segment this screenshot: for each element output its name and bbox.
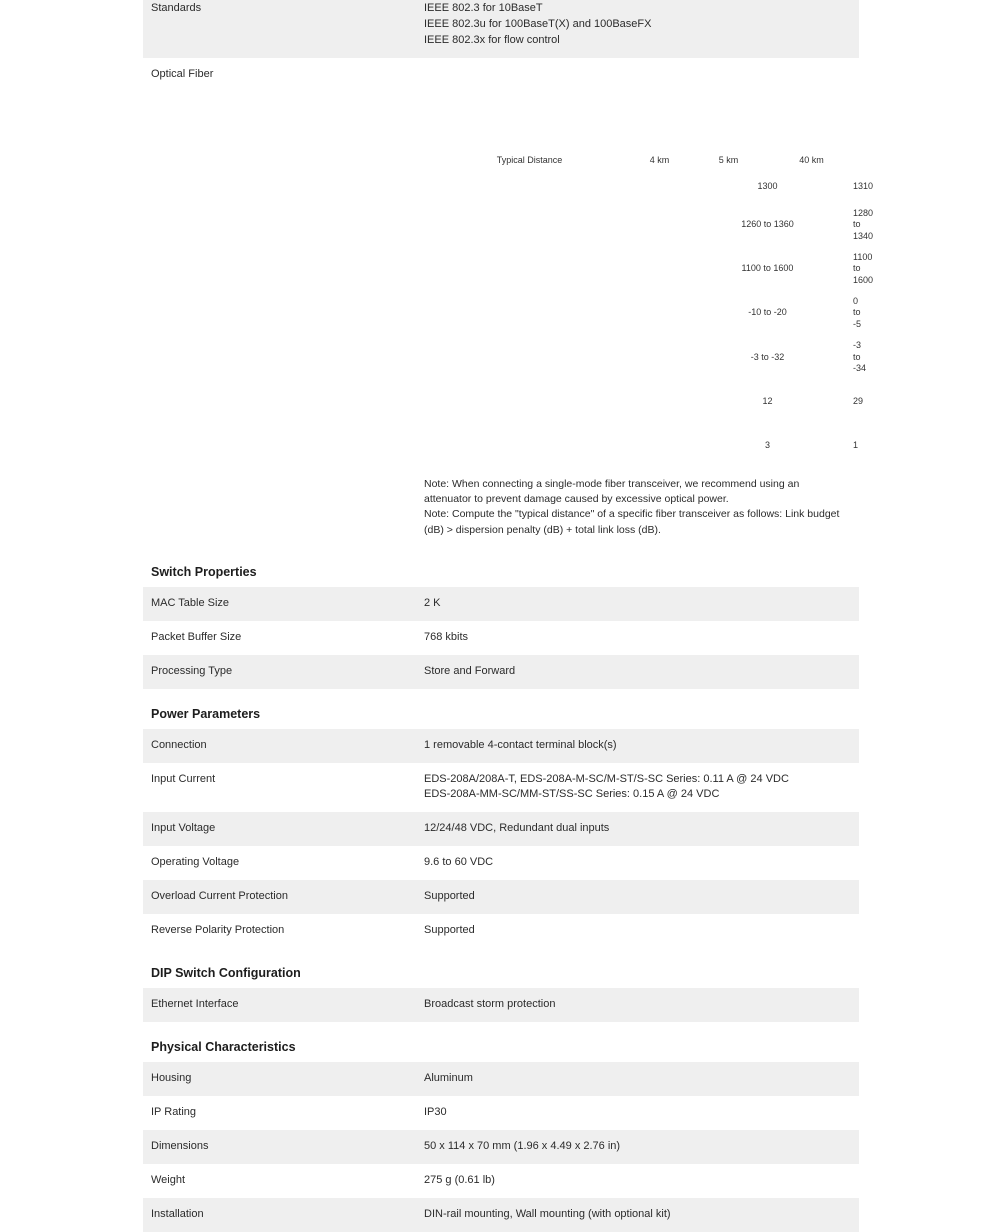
row-value: 1 removable 4-contact terminal block(s) [416,729,859,763]
optical-power-multi-value: -10 to -20 [685,291,851,335]
optical-power-multi-value: 12 [685,379,851,423]
table-row [143,880,859,914]
row-value: IP30 [416,1096,859,1130]
row-label: Input Current [143,763,416,813]
row-value: EDS-208A/208A-T, EDS-208A-M-SC/M-ST/S-SC Series: 0.11 A @ 24 VDC EDS-208A-MM-SC/MM-ST/SS-SC Series: 0.15 A @ 24 VDC [416,763,859,813]
table-row [143,846,859,880]
optical-power-multi-value: 3 [685,423,851,467]
row-value: 2 K [416,587,859,621]
optical-power-row-name: Link Budget (dB) [635,379,685,423]
table-row [143,655,859,689]
row-value: Supported [416,914,859,948]
optical-power-row-name: Dispersion Penalty (dB) [635,423,685,467]
table-row [143,1198,859,1232]
typical-distance-5012: 5 km [685,150,773,171]
wavelength-multi-value: 1300 [685,171,851,203]
row-value: IEEE 802.3 for 10BaseT IEEE 802.3u for 100BaseT(X) and 100BaseFX IEEE 802.3x for flow control [416,0,859,58]
optical-power-label: Optical Power [425,291,635,467]
section-header-switch-properties [143,547,859,587]
row-value: 12/24/48 VDC, Redundant dual inputs [416,812,859,846]
row-label: MAC Table Size [143,587,416,621]
row-value [416,58,874,547]
wavelength-row-tx: TX Range (nm) 1260 to 1360 1280 to 1340 [425,203,851,247]
fiber-note-attenuator: Note: When connecting a single-mode fiber transceiver, we recommend using an attenuator to prevent damage caused by excessive optical power. [424,478,800,506]
row-label: Reverse Polarity Protection [143,914,416,948]
typical-distance-label: Typical Distance [425,150,635,171]
optical-power-row-tx: Optical Power TX Range (dBm) -10 to -20 0 to -5 [425,291,851,335]
section-title: Switch Properties [151,564,257,579]
fiber-cable-row-a [425,109,851,130]
section-header-dip-switch-configuration [143,948,859,988]
fiber-typical-distance-row [425,150,851,171]
row-value: 9.6 to 60 VDC [416,846,859,880]
wavelength-row-name: TX Range (nm) [635,203,685,247]
table-row [143,1130,859,1164]
fiber-mode-multi: Multi-Mode [635,88,773,109]
row-label: Processing Type [143,655,416,689]
table-row [143,914,859,948]
fiber-note-distance: Note: Compute the "typical distance" of a specific fiber transceiver as follows: Link budget (dB) > dispersion penalty (dB) + total link loss (dB). [424,508,840,536]
row-label: Weight [143,1164,416,1198]
row-value: Store and Forward [416,655,859,689]
table-row [143,763,859,813]
row-value: Aluminum [416,1062,859,1096]
fiber-cable-g652: G.652 [773,109,851,150]
section-title: Physical Characteristics [151,1040,296,1054]
section-header-power-parameters [143,689,859,729]
table-row [143,729,859,763]
table-row [143,587,859,621]
row-label: Dimensions [143,1130,416,1164]
row-value: DIN-rail mounting, Wall mounting (with optional kit) [416,1198,859,1232]
table-row [143,1062,859,1096]
optical-power-row-dispersion: Dispersion Penalty (dB) 3 1 [425,423,851,467]
row-label: Ethernet Interface [143,988,416,1022]
table-row [143,621,859,655]
table-row [143,988,859,1022]
wavelength-row-rx: RX Range (nm) 1100 to 1600 1100 to 1600 [425,247,851,291]
typical-distance-g652: 40 km [773,150,851,171]
row-label: Operating Voltage [143,846,416,880]
row-value: 275 g (0.61 lb) [416,1164,859,1198]
fiber-mode-single: Single-Mode [773,88,851,109]
row-value: Supported [416,880,859,914]
optical-power-row-rx: RX Range (dBm) -3 to -32 -3 to -34 [425,335,851,379]
table-row [143,1096,859,1130]
row-value: 50 x 114 x 70 mm (1.96 x 4.49 x 2.76 in) [416,1130,859,1164]
fiber-cable-type-label: Fiber Cable Type [425,109,635,150]
row-label: Connection [143,729,416,763]
wavelength-row-name: Typical (nm) [635,171,685,203]
optical-power-row-budget: Link Budget (dB) 12 29 [425,379,851,423]
fiber-standard: 100BaseFX [635,67,851,88]
typical-distance-om1: 4 km [635,150,685,171]
fiber-header-row [425,67,851,88]
row-label: Overload Current Protection [143,880,416,914]
fiber-cable-om1: OM1 [635,109,685,150]
section-title: Power Parameters [151,706,261,721]
table-row [143,0,859,58]
wavelength-row-name: RX Range (nm) [635,247,685,291]
fiber-cable-bandwidth: 800 MHz x km [685,129,773,150]
wavelength-multi-value: 1100 to 1600 [685,247,851,291]
table-row [143,1164,859,1198]
wavelength-row-typical: Wavelength Typical (nm) 1300 1310 [425,171,851,203]
table-row [143,812,859,846]
wavelength-label: Wavelength [425,171,635,292]
section-header-physical-characteristics [143,1022,859,1062]
optical-fiber-block [424,67,874,538]
section-title: DIP Switch Configuration [151,966,301,981]
row-label: Input Voltage [143,812,416,846]
fiber-corner-blank [425,67,635,108]
wavelength-multi-value: 1260 to 1360 [685,203,851,247]
row-label: Housing [143,1062,416,1096]
row-label: IP Rating [143,1096,416,1130]
row-label: Packet Buffer Size [143,621,416,655]
optical-fiber-table [424,67,874,468]
row-label: Standards [143,0,416,58]
specifications-table [143,0,874,1232]
row-value: Broadcast storm protection [416,988,859,1022]
specifications-body [143,0,874,1232]
row-label: Installation [143,1198,416,1232]
fiber-cable-5012: 50/125 µm [685,109,773,130]
row-value: 768 kbits [416,621,859,655]
optical-power-row-name: RX Range (dBm) [635,335,685,379]
optical-power-multi-value: -3 to -32 [685,335,851,379]
optical-power-row-name: TX Range (dBm) [635,291,685,335]
table-row-optical-fiber [143,58,859,547]
row-label: Optical Fiber [143,58,416,547]
